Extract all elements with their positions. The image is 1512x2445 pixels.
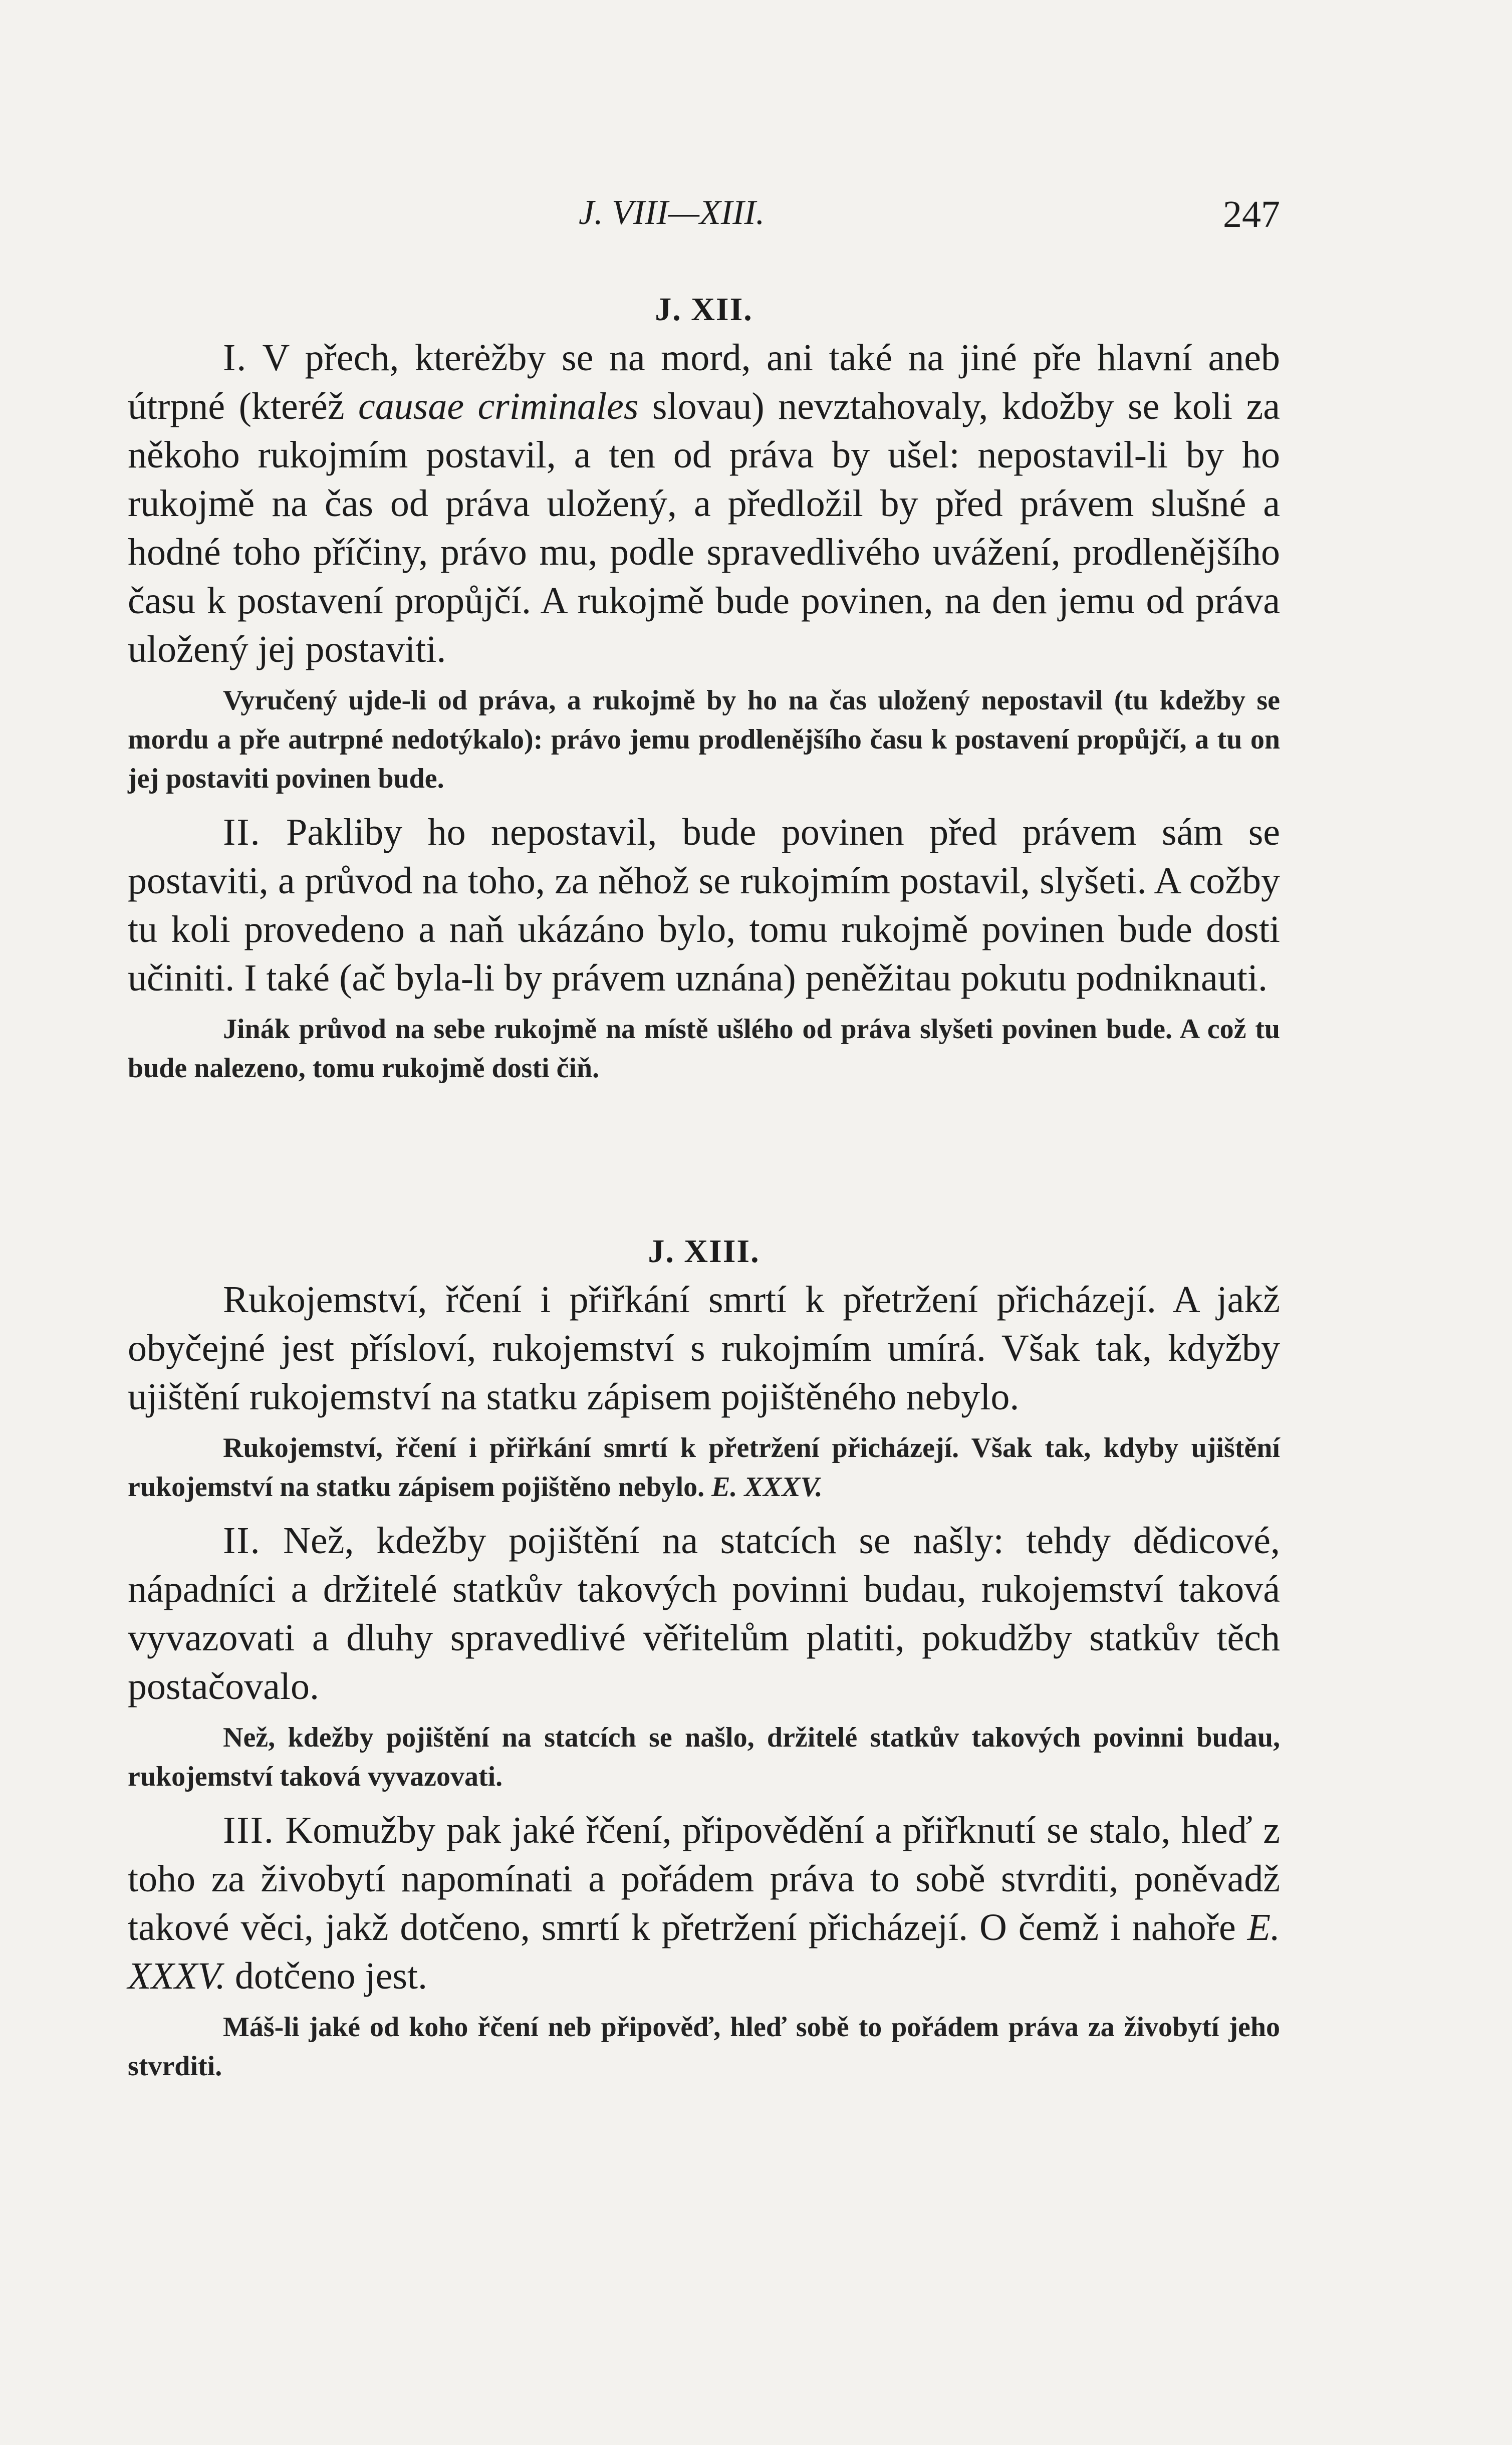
section-xii bbox=[128, 291, 1280, 1088]
section-xiii bbox=[128, 1233, 1280, 2086]
paragraph-xiii-3: III. Komužby pak jaké řčení, připovědění a přiřknutí se stalo, hleď z toho za živobytí napomínati a pořádem práva to sobě stvrditi, poněvadž takové věci, jakž dotčeno, smrtí k přetržení přicházejí. O čemž i nahoře E. XXXV. dotčeno jest. bbox=[128, 1809, 1281, 1997]
section-heading-xii: J. XII. bbox=[655, 291, 753, 328]
paragraph-xii-2: II. Pakliby ho nepostavil, bude povinen před právem sám se postaviti, a průvod na toho, za něhož se rukojmím postavil, slyšeti. A cožby tu koli provedeno a naň ukázáno bylo, tomu rukojmě povinen bude dosti učiniti. I také (ač byla-li by právem uznána) peněžitau pokutu podniknauti. bbox=[128, 811, 1280, 999]
paragraph-number: II. bbox=[223, 1520, 261, 1562]
note-xiii-1: Rukojemství, řčení i přiřkání smrtí k přetržení přicházejí. Však tak, kdyby ujištění rukojemství na statku zápisem pojištěno nebylo. E. XXXV. bbox=[128, 1432, 1280, 1503]
section-heading-xiii: J. XIII. bbox=[648, 1233, 760, 1270]
cross-reference: E. XXXV. bbox=[711, 1472, 823, 1503]
cross-reference: E. XXXV. bbox=[128, 1906, 1280, 1997]
note-xii-2: Jinák průvod na sebe rukojmě na místě ušlého od práva slyšeti povinen bude. A což tu bude nalezeno, tomu rukojmě dosti čiň. bbox=[128, 1014, 1280, 1084]
page-header bbox=[128, 193, 1280, 238]
page-number: 247 bbox=[1223, 193, 1280, 235]
note-xiii-3: Máš-li jaké od koho řčení neb připověď, hleď sobě to pořádem práva za živobytí jeho stvrditi. bbox=[128, 2012, 1280, 2082]
paragraph-number: I. bbox=[223, 337, 247, 379]
paragraph-xii-1: I. V přech, kterėžby se na mord, ani také na jiné pře hlavní aneb útrpné (kteréž causae criminales slovau) nevztahovaly, kdožby se koli za někoho rukojmím postavil, a ten od práva by ušel: nepostavil-li by ho rukojmě na čas od práva uložený, a předložil by před právem slušné a hodné toho příčiny, právo mu, podle spravedlivého uvážení, prodlenějšího času k postavení propůjčí. A rukojmě bude povinen, na den jemu od práva uložený jej postaviti. bbox=[128, 337, 1280, 670]
paragraph-xiii-2: II. Než, kdežby pojištění na statcích se našly: tehdy dědicové, nápadníci a držitelé statkův takových povinni budau, rukojemství taková vyvazovati a dluhy spravedlivé věřitelům platiti, pokudžby statkův těch postačovalo. bbox=[128, 1520, 1280, 1707]
note-xii-1: Vyručený ujde-li od práva, a rukojmě by ho na čas uložený nepostavil (tu kdežby se mordu a pře autrpné nedotýkalo): právo jemu prodlenějšího času k postavení propůjčí, a tu on jej postaviti povinen bude. bbox=[128, 685, 1280, 794]
paragraph-number: III. bbox=[223, 1809, 275, 1851]
latin-term: causae criminales bbox=[358, 385, 639, 427]
paragraph-number: II. bbox=[223, 811, 261, 853]
paragraph-xiii-1: Rukojemství, řčení i přiřkání smrtí k přetržení přicházejí. A jakž obyčejné jest přísloví, rukojemství s rukojmím umírá. Však tak, kdyžby ujištění rukojemství na statku zápisem pojištěného nebylo. bbox=[128, 1279, 1280, 1418]
running-head: J. VIII—XIII. bbox=[579, 193, 765, 232]
note-xiii-2: Než, kdežby pojištění na statcích se našlo, držitelé statkův takových povinni budau, rukojemství taková vyvazovati. bbox=[128, 1722, 1280, 1792]
